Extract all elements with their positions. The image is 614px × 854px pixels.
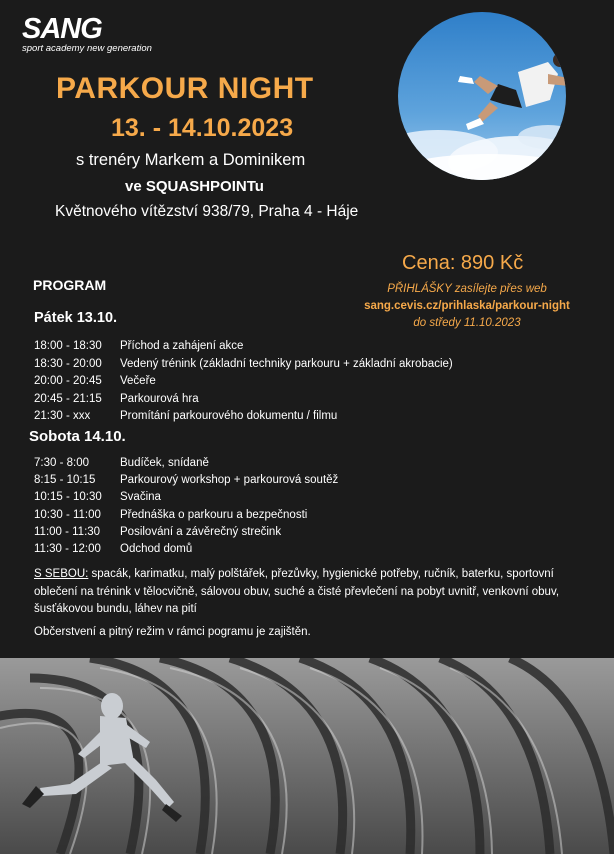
schedule-time: 10:30 - 11:00 — [34, 508, 101, 521]
schedule-activity: Budíček, snídaně — [120, 457, 209, 469]
schedule-activity: Posilování a závěrečný strečink — [120, 525, 282, 538]
event-dates: 13. - 14.10.2023 — [111, 114, 294, 142]
schedule-row — [34, 472, 338, 489]
sang-logo — [22, 14, 152, 54]
day-title-saturday: Sobota 14.10. — [29, 428, 126, 445]
registration-label: PŘIHLÁŠKY zasílejte přes web — [387, 283, 547, 295]
refreshment-note: Občerstvení a pitný režim v rámci pogramu je zajištěn. — [34, 626, 311, 638]
schedule-time: 21:30 - xxx — [34, 410, 91, 422]
jumping-athlete-photo — [398, 12, 566, 180]
schedule-row — [34, 391, 453, 409]
schedule-time: 10:15 - 10:30 — [34, 491, 102, 504]
schedule-saturday — [34, 455, 338, 558]
schedule-activity: Večeře — [120, 375, 156, 387]
event-venue: ve SQUASHPOINTu — [125, 178, 264, 195]
schedule-time: 18:00 - 18:30 — [34, 340, 102, 352]
day-title-friday: Pátek 13.10. — [34, 310, 118, 326]
schedule-activity: Odchod domů — [120, 543, 193, 556]
schedule-row — [34, 489, 338, 506]
logo-name: SANG — [22, 13, 102, 45]
parkour-runner-photo — [0, 658, 614, 854]
schedule-row — [34, 408, 453, 426]
schedule-activity: Promítání parkourového dokumentu / filmu — [120, 410, 338, 422]
schedule-activity: Vedený trénink (základní techniky parkouru + základní akrobacie) — [120, 357, 453, 370]
schedule-friday — [34, 338, 453, 426]
schedule-row — [34, 338, 453, 356]
schedule-time: 7:30 - 8:00 — [34, 457, 89, 469]
schedule-time: 20:00 - 20:45 — [34, 375, 102, 387]
schedule-row — [34, 541, 338, 558]
registration-deadline: do středy 11.10.2023 — [413, 317, 521, 329]
event-trainers: s trenéry Markem a Dominikem — [76, 151, 306, 169]
registration-info — [346, 281, 588, 332]
packing-list — [34, 566, 582, 619]
schedule-activity: Svačina — [120, 491, 161, 504]
price: Cena: 890 Kč — [402, 252, 524, 274]
logo-tagline: sport academy new generation — [22, 43, 152, 54]
event-address: Květnového vítězství 938/79, Praha 4 - Háje — [55, 203, 359, 220]
schedule-time: 20:45 - 21:15 — [34, 392, 102, 405]
schedule-activity: Parkourový workshop + parkourová soutěž — [120, 474, 339, 487]
schedule-row — [34, 524, 338, 541]
schedule-activity: Přednáška o parkouru a bezpečnosti — [120, 508, 308, 521]
registration-url[interactable]: sang.cevis.cz/prihlaska/parkour-night — [364, 300, 570, 312]
event-title: PARKOUR NIGHT — [56, 72, 314, 105]
schedule-time: 11:00 - 11:30 — [34, 525, 101, 538]
packing-label: S SEBOU: — [34, 568, 89, 580]
packing-text: spacák, karimatku, malý polštářek, přezůvky, hygienické potřeby, ručník, baterku, sportovní oblečení na trénink v tělocvičně, sálovou obuv, suché a čisté převlečení na pobyt uvnitř, venkovní obuv, šusťákovou bundu, láhev na pití — [34, 568, 560, 615]
program-heading: PROGRAM — [33, 277, 107, 293]
schedule-activity: Parkourová hra — [120, 392, 199, 405]
schedule-row — [34, 507, 338, 524]
schedule-activity: Příchod a zahájení akce — [120, 340, 244, 352]
schedule-time: 18:30 - 20:00 — [34, 357, 102, 370]
schedule-row — [34, 373, 453, 391]
schedule-time: 8:15 - 10:15 — [34, 474, 96, 487]
schedule-row — [34, 455, 338, 472]
schedule-time: 11:30 - 12:00 — [34, 543, 101, 556]
schedule-row — [34, 356, 453, 374]
